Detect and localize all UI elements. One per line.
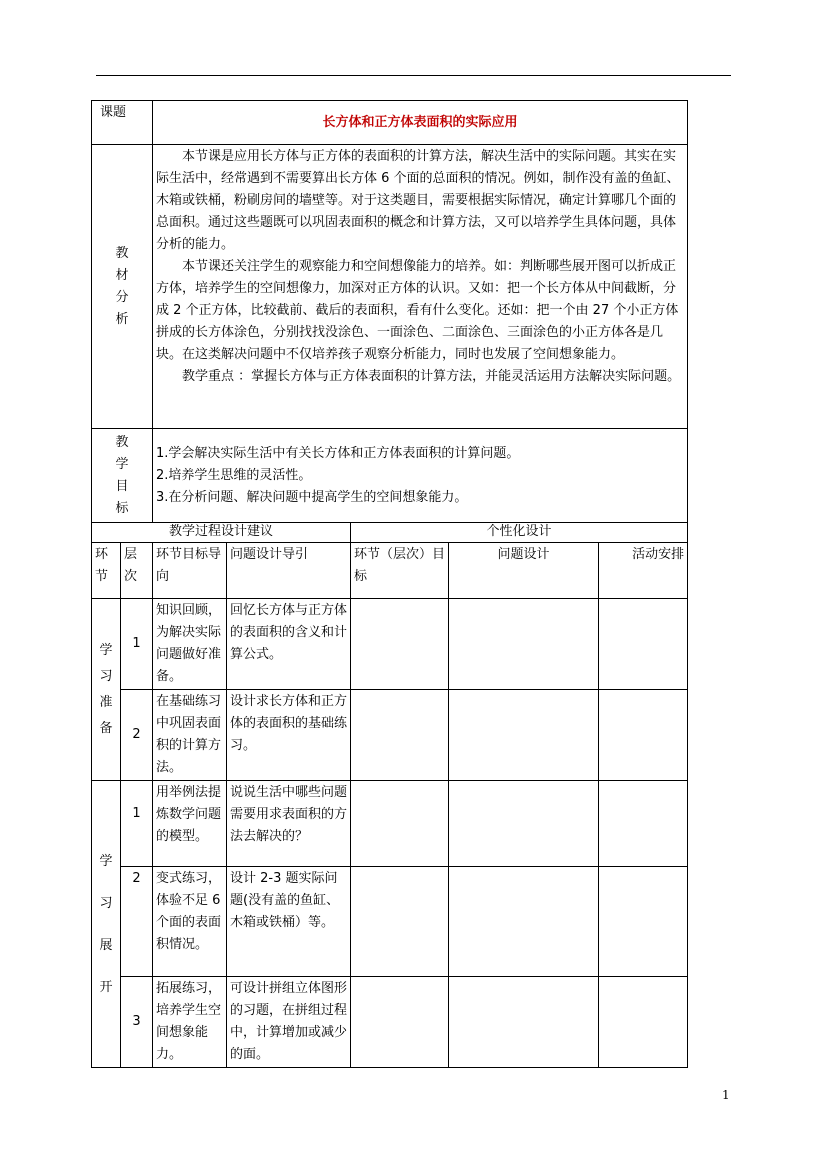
empty-cell xyxy=(351,690,449,781)
goal-item-3: 3.在分析问题、解决问题中提高学生的空间想象能力。 xyxy=(156,489,468,505)
row-goal: 用举例法提炼数学问题的模型。 xyxy=(153,781,227,867)
analysis-label: 教 材 分 析 xyxy=(92,145,153,429)
goals-content xyxy=(153,429,688,523)
col-header-goal: 环节目标导向 xyxy=(153,543,227,599)
row-guide: 设计 2-3 题实际问题(没有盖的鱼缸、木箱或铁桶）等。 xyxy=(227,867,351,977)
goals-label: 教 学 目 标 xyxy=(92,429,153,523)
row-level: 1 xyxy=(121,781,153,867)
analysis-paragraph-3: 教学重点 ：掌握长方体与正方体表面积的计算方法，并能灵活运用方法解决实际问题。 xyxy=(182,369,681,384)
lesson-title: 长方体和正方体表面积的实际应用 xyxy=(153,101,688,145)
row-goal: 在基础练习中巩固表面积的计算方法。 xyxy=(153,690,227,781)
row-guide: 回忆长方体与正方体的表面积的含义和计算公式。 xyxy=(227,599,351,690)
row-level: 1 xyxy=(121,599,153,690)
empty-cell xyxy=(351,599,449,690)
empty-cell xyxy=(351,781,449,867)
section-name-prep: 学 习 准 备 xyxy=(92,599,121,781)
empty-cell xyxy=(599,690,688,781)
empty-cell xyxy=(351,977,449,1068)
row-level: 2 xyxy=(121,867,153,977)
row-guide: 说说生活中哪些问题需要用求表面积的方法去解决的？ xyxy=(227,781,351,867)
empty-cell xyxy=(351,867,449,977)
process-header-right: 个性化设计 xyxy=(351,523,688,543)
empty-cell xyxy=(449,977,599,1068)
lesson-plan-table xyxy=(91,100,688,1068)
col-header-activity: 活动安排 xyxy=(599,543,688,599)
empty-cell xyxy=(599,977,688,1068)
topic-label: 课题 xyxy=(92,101,153,145)
empty-cell xyxy=(599,867,688,977)
analysis-paragraph-2: 本节课还关注学生的观察能力和空间想像能力的培养。如：判断哪些展开图可以折成正方体，培养学生的空间想像力，加深对正方体的认识。又如：把一个长方体从中间截断，分成 2 个正方体，比较截前、截后的表面积，看有什么变化。还如：把一个由 27 个小正方体拼成的长方体涂色，分别找找没涂色、一面涂色、二面涂色、三面涂色的小正方体各是几块。在这类解决问题中不仅培养孩子观察分析能力，同时也发展了空间想象能力。 xyxy=(156,259,679,362)
goal-item-2: 2.培养学生思维的灵活性。 xyxy=(156,467,312,483)
empty-cell xyxy=(599,781,688,867)
empty-cell xyxy=(449,599,599,690)
empty-cell xyxy=(449,867,599,977)
row-goal: 拓展练习，培养学生空间想象能力。 xyxy=(153,977,227,1068)
col-header-custom-goal: 环节（层次）目标 xyxy=(351,543,449,599)
row-goal: 变式练习，体验不足 6 个面的表面积情况。 xyxy=(153,867,227,977)
header-rule xyxy=(96,75,731,76)
goal-item-1: 1.学会解决实际生活中有关长方体和正方体表面积的计算问题。 xyxy=(156,445,520,461)
analysis-paragraph-1: 本节课是应用长方体与正方体的表面积的计算方法，解决生活中的实际问题。其实在实际生活中，经常遇到不需要算出长方体 6 个面的总面积的情况。例如，制作没有盖的鱼缸、木箱或铁桶，粉刷房间的墙壁等。对于这类题目，需要根据实际情况，确定计算哪几个面的总面积。通过这些题既可以巩固表面积的概念和计算方法，又可以培养学生具体问题，具体分析的能力。 xyxy=(156,149,680,252)
empty-cell xyxy=(449,690,599,781)
empty-cell xyxy=(449,781,599,867)
row-guide: 设计求长方体和正方体的表面积的基础练习。 xyxy=(227,690,351,781)
process-header-left: 教学过程设计建议 xyxy=(92,523,351,543)
col-header-guide: 问题设计导引 xyxy=(227,543,351,599)
row-level: 2 xyxy=(121,690,153,781)
row-level: 3 xyxy=(121,977,153,1068)
empty-cell xyxy=(599,599,688,690)
col-header-stage: 环节 xyxy=(92,543,121,599)
col-header-question: 问题设计 xyxy=(449,543,599,599)
page-number: 1 xyxy=(722,1088,730,1102)
row-guide: 可设计拼组立体图形的习题，在拼组过程中，计算增加或减少的面。 xyxy=(227,977,351,1068)
col-header-level: 层次 xyxy=(121,543,153,599)
section-name-develop: 学 习 展 开 xyxy=(92,781,121,1068)
row-goal: 知识回顾，为解决实际问题做好准备。 xyxy=(153,599,227,690)
analysis-content xyxy=(153,145,688,429)
